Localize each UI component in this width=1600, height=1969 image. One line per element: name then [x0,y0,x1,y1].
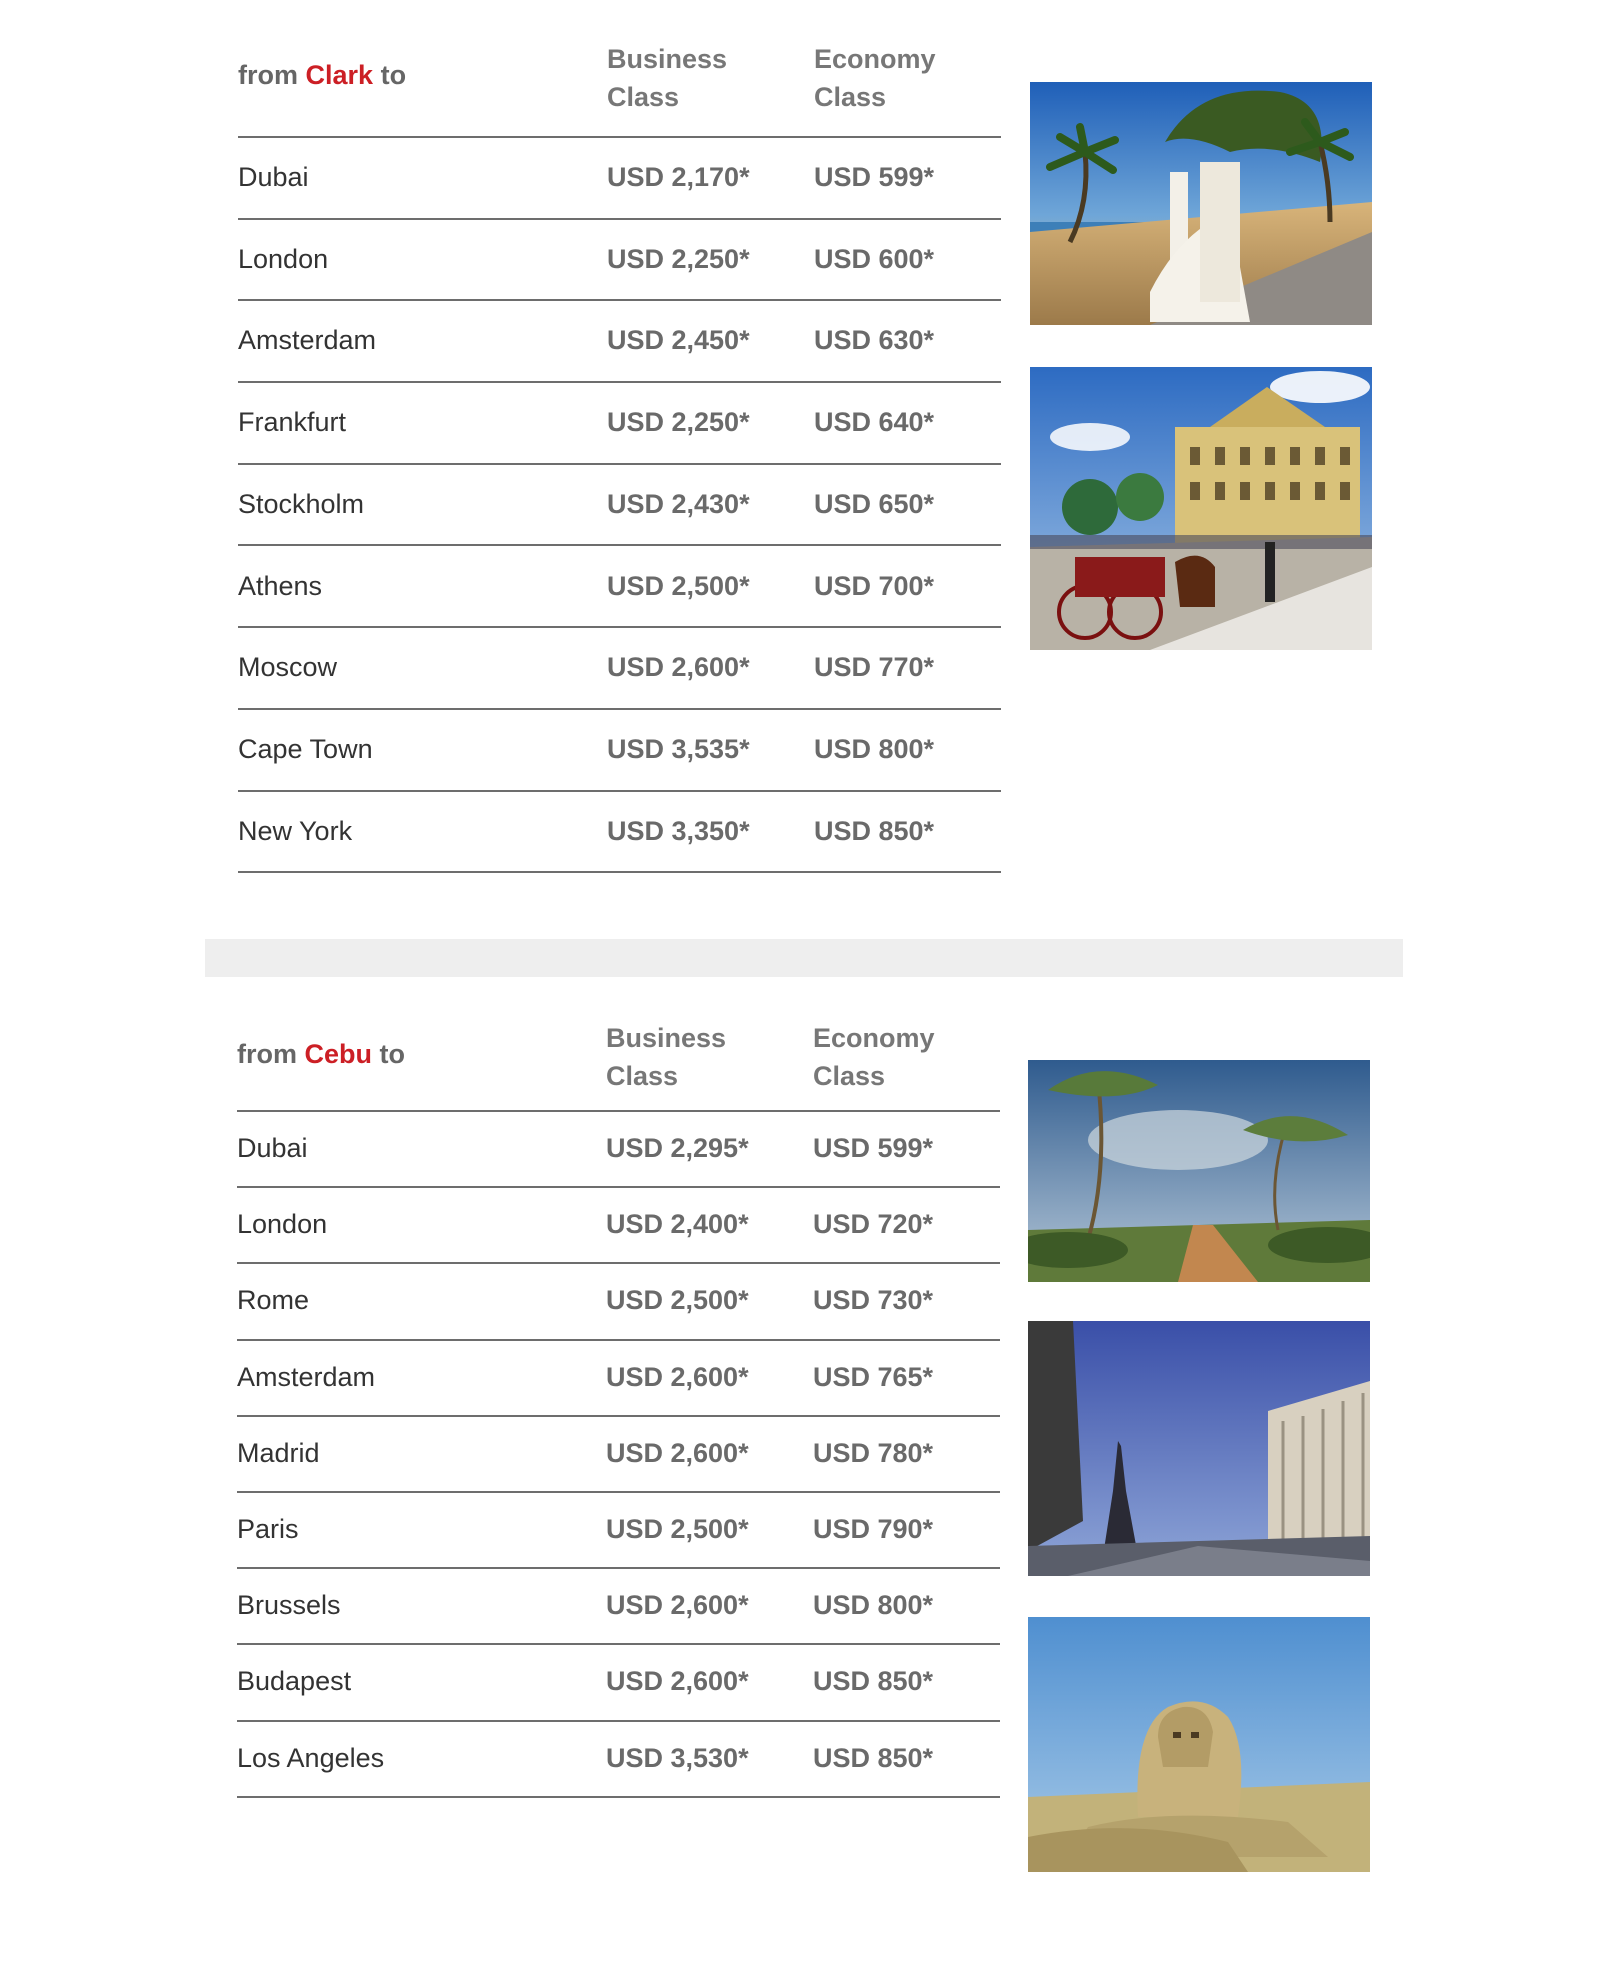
origin-city: Cebu [304,1039,373,1069]
business-fare-cell: USD 2,500* [607,570,750,601]
eiffel-tower-photo [1028,1321,1370,1576]
destination-cell: Amsterdam [238,325,377,356]
business-fare-cell: USD 2,600* [606,1666,749,1697]
table-row [237,1567,1000,1643]
economy-fare-cell: USD 700* [814,570,935,601]
economy-fare-cell: USD 850* [814,815,935,846]
table-row [238,708,1001,790]
economy-fare-cell: USD 770* [814,652,935,683]
table-row [237,1262,1000,1338]
destination-cell: Budapest [237,1666,352,1697]
table-row [237,1491,1000,1567]
economy-fare-cell: USD 730* [813,1285,934,1316]
business-fare-cell: USD 2,400* [606,1209,749,1240]
business-fare-cell: USD 3,535* [607,733,750,764]
row-rule [238,871,1001,873]
business-fare-cell: USD 2,450* [607,325,750,356]
table-row [237,1720,1000,1796]
beach-palms-photo [1030,82,1372,325]
economy-fare-cell: USD 600* [814,243,935,274]
economy-class-heading: Economy Class [813,1023,935,1091]
table-row [238,790,1001,872]
table-row [237,1186,1000,1262]
business-fare-cell: USD 2,295* [606,1133,749,1163]
table-row [237,1415,1000,1491]
table-row [237,1643,1000,1719]
destination-cell: London [238,243,329,274]
table-row [238,136,1001,218]
business-fare-cell: USD 2,600* [606,1361,749,1392]
destination-cell: Amsterdam [237,1361,376,1392]
business-fare-cell: USD 2,600* [606,1437,749,1468]
table-row [238,381,1001,463]
destination-cell: Athens [238,570,323,601]
economy-class-heading: Economy Class [814,44,936,112]
destination-cell: Madrid [237,1437,320,1468]
business-fare-cell: USD 2,250* [607,407,750,438]
origin-city: Clark [305,60,374,90]
business-fare-cell: USD 2,500* [606,1285,749,1316]
business-class-heading: Business Class [607,44,728,112]
table-row [238,463,1001,545]
business-fare-cell: USD 2,430* [607,488,750,519]
economy-fare-cell: USD 640* [814,407,935,438]
economy-fare-cell: USD 800* [814,733,935,764]
economy-fare-cell: USD 790* [813,1514,934,1544]
sphinx-photo [1028,1617,1370,1872]
table-row [238,299,1001,381]
business-fare-cell: USD 2,500* [606,1514,749,1544]
table-row [238,218,1001,300]
table-row [237,1339,1000,1415]
economy-fare-cell: USD 630* [814,325,935,356]
business-fare-cell: USD 3,530* [606,1742,749,1773]
section-divider [205,939,1403,977]
row-rule [237,1796,1000,1798]
business-fare-cell: USD 2,250* [607,243,750,274]
economy-fare-cell: USD 599* [814,162,935,192]
acacia-road-photo [1028,1060,1370,1282]
destination-cell: Frankfurt [238,407,347,438]
destination-cell: Dubai [238,162,309,192]
destination-cell: Paris [237,1514,299,1544]
business-fare-cell: USD 3,350* [607,815,750,846]
economy-fare-cell: USD 780* [813,1437,934,1468]
destination-cell: Dubai [237,1133,308,1163]
destination-cell: Cape Town [238,733,373,764]
economy-fare-cell: USD 650* [814,488,935,519]
business-fare-cell: USD 2,600* [606,1590,749,1621]
business-class-heading: Business Class [606,1023,727,1091]
destination-cell: Stockholm [238,488,365,519]
business-fare-cell: USD 2,600* [607,652,750,683]
destination-cell: Brussels [237,1590,341,1621]
economy-fare-cell: USD 599* [813,1133,934,1163]
destination-cell: Rome [237,1285,310,1316]
destination-cell: Los Angeles [237,1742,385,1773]
origin-heading: from Cebu to [237,1039,406,1069]
economy-fare-cell: USD 720* [813,1209,934,1240]
destination-cell: New York [238,815,353,846]
table-row [237,1110,1000,1186]
table-row [238,545,1001,627]
origin-heading: from Clark to [238,60,407,90]
economy-fare-cell: USD 800* [813,1590,934,1621]
destination-cell: Moscow [238,652,338,683]
economy-fare-cell: USD 850* [813,1742,934,1773]
palace-square-photo [1030,367,1372,650]
economy-fare-cell: USD 765* [813,1361,934,1392]
destination-cell: London [237,1209,328,1240]
table-row [238,626,1001,708]
business-fare-cell: USD 2,170* [607,162,750,192]
economy-fare-cell: USD 850* [813,1666,934,1697]
